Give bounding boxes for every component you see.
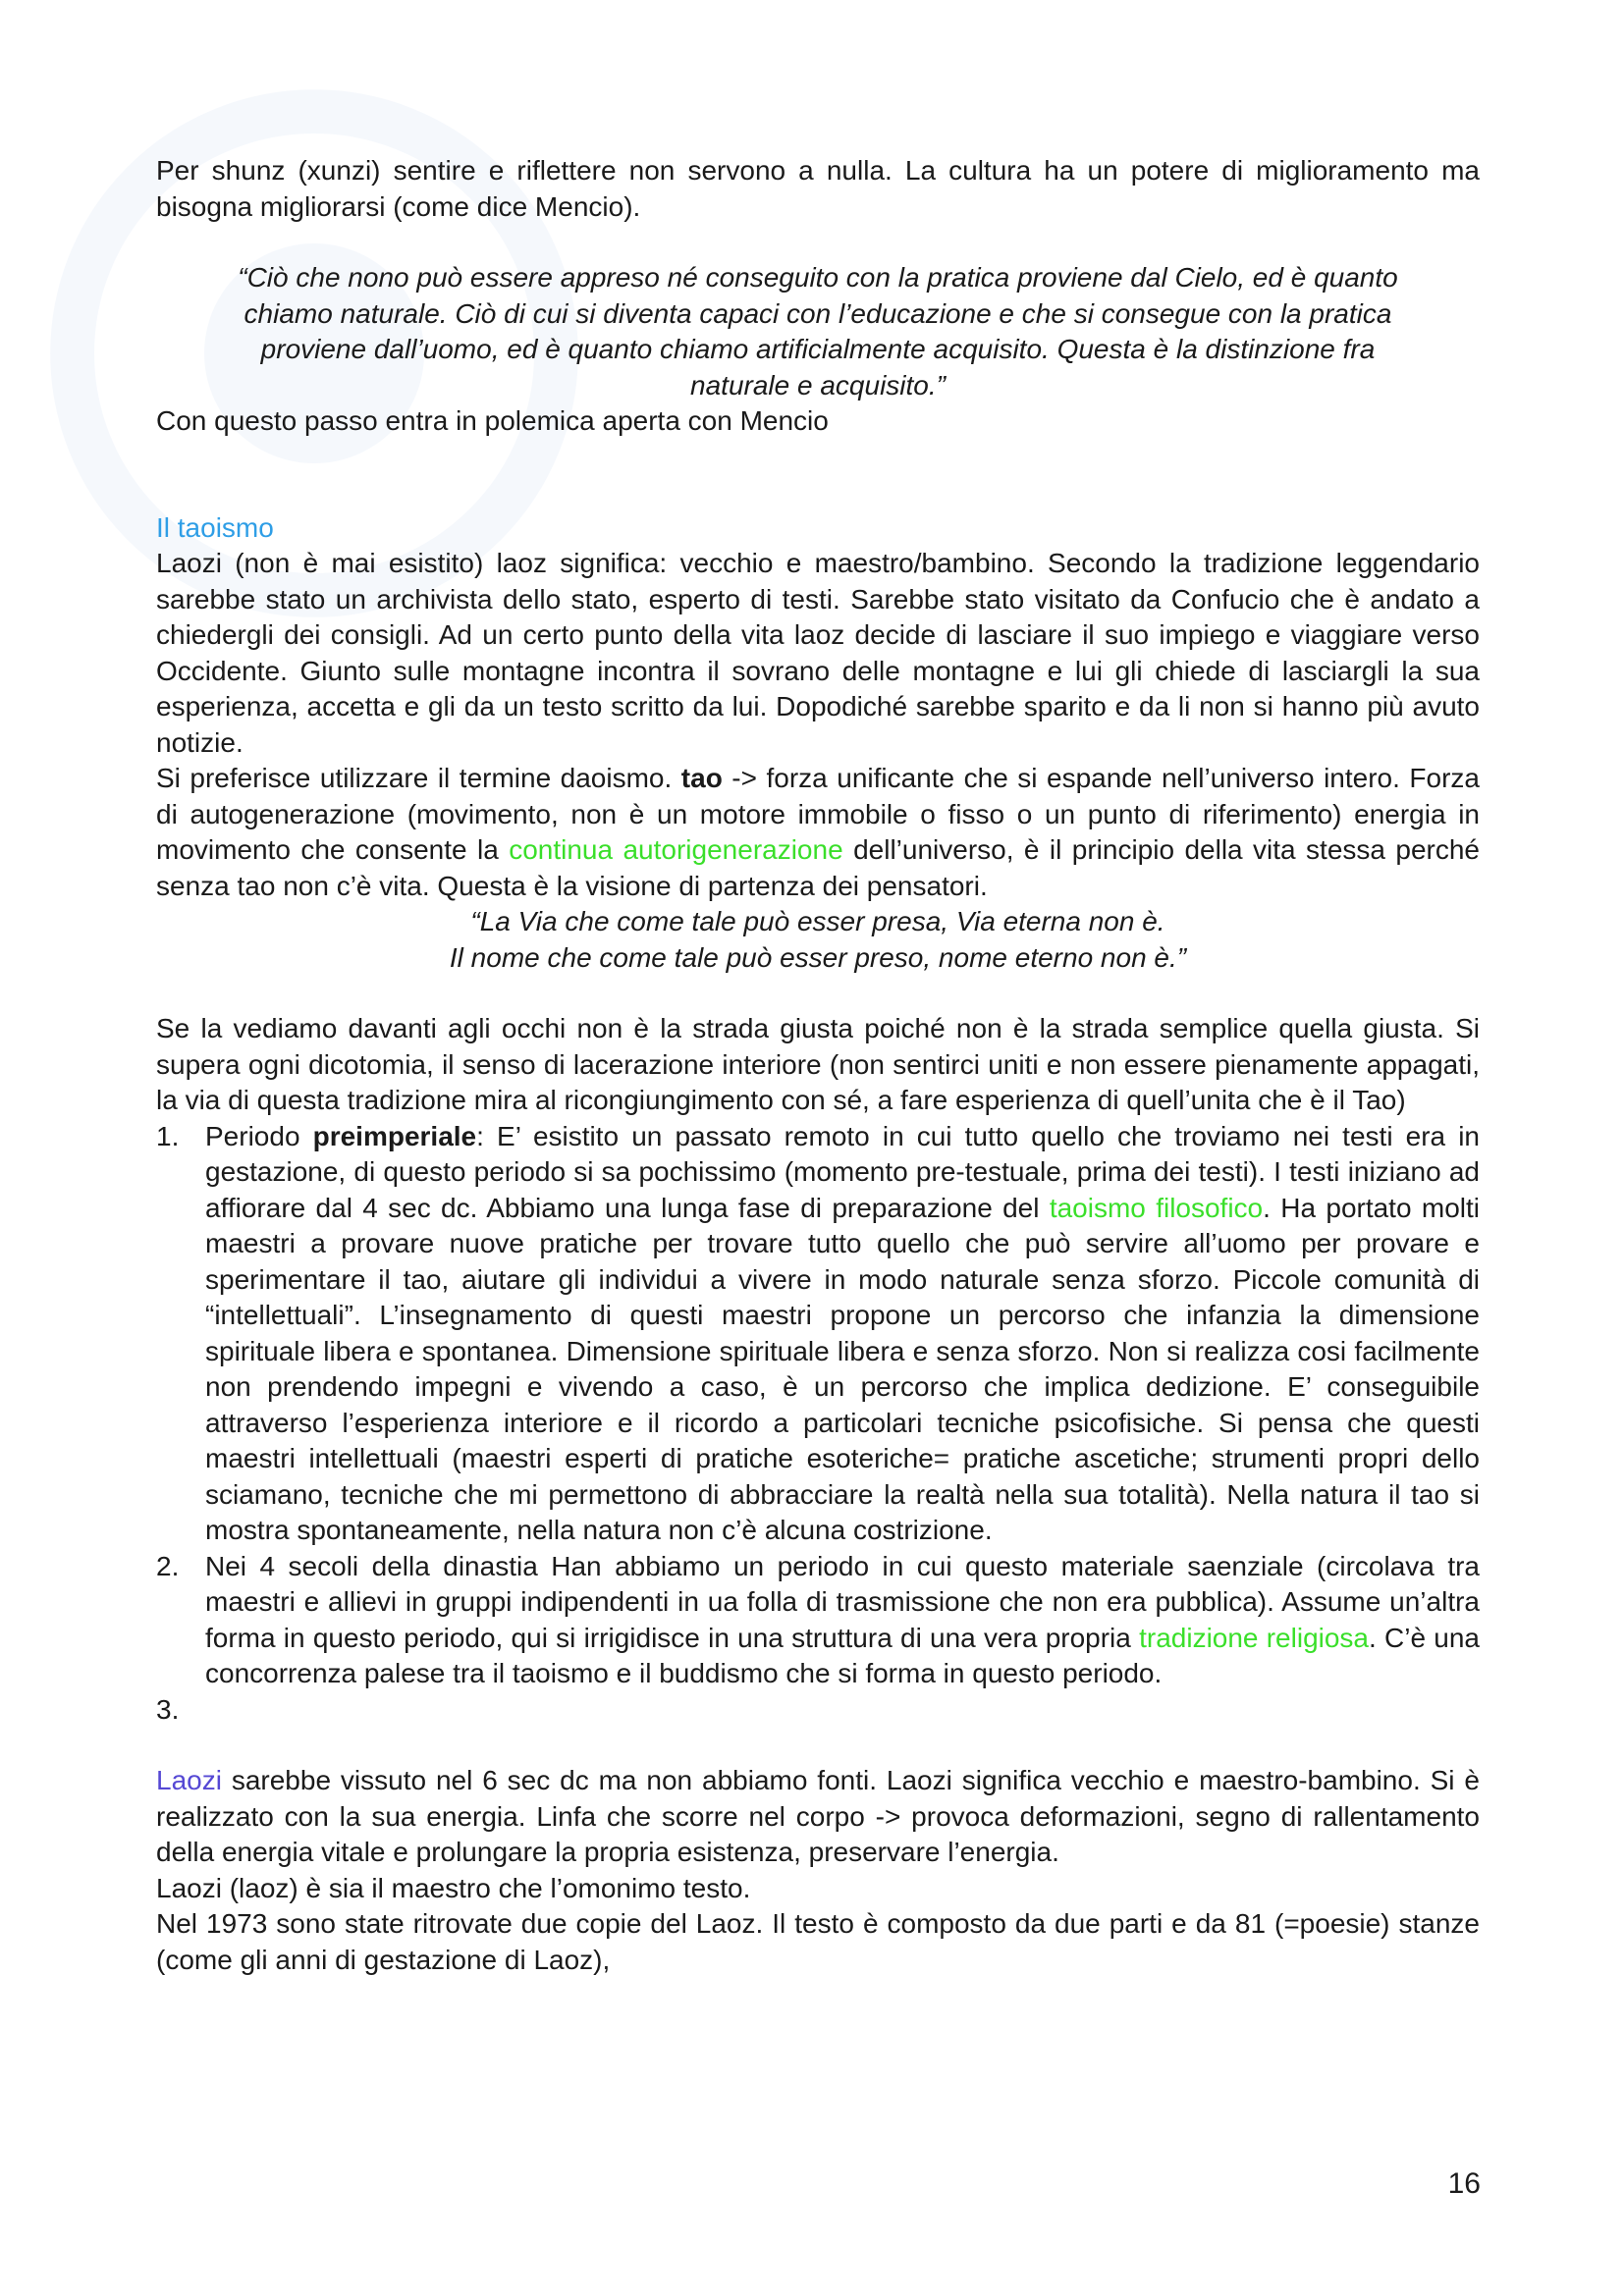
- highlight-taoismo-filosofico: taoismo filosofico: [1049, 1192, 1264, 1223]
- laozi-legend-paragraph: Laozi (non è mai esistito) laoz significa: vecchio e maestro/bambino. Secondo la tradizione leggendario sarebbe stato un archivista dello stato, esperto di testi. Sarebbe stato visitato da Confucio che è andato a chiedergli dei consigli. Ad un certo punto della vita laoz decide di lasciare il suo impiego e viaggiare verso Occidente. Giunto sulle montagne incontra il sovrano delle montagne e lui gli chiede di lasciargli la sua esperienza, accetta e gli da un testo scritto da lui. Dopodiché sarebbe sparito e da li non si hanno più avuto notizie.: [156, 548, 1480, 758]
- text-run: sarebbe vissuto nel 6 sec dc ma non abbiamo fonti. Laozi significa vecchio e maestro-bambino. Si è realizzato con la sua energia. Linfa che scorre nel corpo -> provoca deformazioni, segno di rallentamento della energia vitale e prolungare la propria esistenza, preservare l’energia.: [156, 1765, 1480, 1867]
- text-run: . C’è una concorrenza palese tra il taoismo e il buddismo che si forma in questo periodo.: [205, 1622, 1480, 1688]
- page-number: 16: [1447, 2167, 1481, 2200]
- laozi-master-paragraph: Laozi (laoz) è sia il maestro che l’omonimo testo.: [156, 1872, 751, 1903]
- text-run: Nei 4 secoli della dinastia Han abbiamo un periodo in cui questo materiale saenziale (circolava tra maestri e allievi in gruppi indipendenti in ua folla di trasmissione che non era pubblica). Assume un’altra forma in questo periodo, qui si irrigidisce in una struttura di una vera propria: [205, 1550, 1480, 1653]
- quote-line: chiamo naturale. Ciò di cui si diventa capaci con l’educazione e che si consegue con la pratica: [244, 297, 1392, 329]
- list-number: 1.: [156, 1120, 180, 1151]
- quote-line: “La Via che come tale può esser presa, Via eterna non è.: [470, 906, 1165, 936]
- list-number: 2.: [156, 1550, 180, 1581]
- list-item: [156, 1549, 1480, 1692]
- periods-list: [156, 1119, 1480, 1729]
- tao-te-ching-quote: [156, 904, 1480, 976]
- laozi-name: Laozi: [156, 1765, 222, 1795]
- section-heading-taoismo: Il taoismo: [156, 511, 274, 543]
- highlight-autorigenerazione: continua autorigenerazione: [509, 834, 843, 865]
- laozi-paragraph: [156, 1763, 1480, 1871]
- laoz-copies-paragraph: Nel 1973 sono state ritrovate due copie del Laoz. Il testo è composto da due parti e da 81 (=poesie) stanze (come gli anni di gestazione di Laoz),: [156, 1908, 1480, 1975]
- document-body: [156, 153, 1480, 1978]
- quote-line: naturale e acquisito.”: [690, 369, 946, 400]
- intro-paragraph: Per shunz (xunzi) sentire e riflettere non servono a nulla. La cultura ha un potere di miglioramento ma bisogna migliorarsi (come dice Mencio).: [156, 155, 1480, 222]
- preimperiale-term: preimperiale: [312, 1120, 477, 1151]
- polemica-paragraph: Con questo passo entra in polemica aperta con Mencio: [156, 405, 829, 436]
- text-run: -> forza unificante che si espande nell’universo intero. Forza di autogenerazione (movimento, non è un motore immobile o fisso o un punto di riferimento) energia in movimento che consente la: [156, 763, 1480, 865]
- via-paragraph: Se la vediamo davanti agli occhi non è la strada giusta poiché non è la strada semplice quella giusta. Si supera ogni dicotomia, il senso di lacerazione interiore (non sentirci uniti e non essere pienamente appagati, la via di questa tradizione mira al ricongiungimento con sé, a fare esperienza di quell’unita che è il Tao): [156, 1013, 1480, 1115]
- spacer: [156, 1728, 1480, 1763]
- tao-definition-paragraph: [156, 761, 1480, 904]
- tao-term: tao: [680, 763, 723, 793]
- spacer: [156, 440, 1480, 510]
- list-item: [156, 1692, 1480, 1729]
- text-run: Si preferisce utilizzare il termine daoismo.: [156, 763, 681, 793]
- quote-line: proviene dall’uomo, ed è quanto chiamo artificialmente acquisito. Questa è la distinzione fra: [260, 334, 1376, 364]
- text-run: Periodo: [205, 1120, 313, 1151]
- quote-line: Il nome che come tale può esser preso, nome eterno non è.”: [449, 941, 1187, 973]
- xunzi-quote: [156, 260, 1480, 403]
- text-run: . Ha portato molti maestri a provare nuove pratiche per trovare tutto quello che può servire all’uomo per provare e sperimentare il tao, aiutare gli individui a vivere in modo naturale senza sforzo. Piccole comunità di “intellettuali”. L’insegnamento di questi maestri propone un percorso che infanzia la dimensione spirituale libera e spontanea. Dimensione spirituale libera e senza sforzo. Non si realizza cosi facilmente non prendendo impegni e vivendo a caso, è un percorso che implica dedizione. E’ conseguibile attraverso l’esperienza interiore e il ricordo a particolari tecniche psicofisiche. Si pensa che questi maestri intellettuali (maestri esperti di pratiche esoteriche= pratiche ascetiche; strumenti propri dello sciamano, tecniche che mi permettono di abbracciare la realtà nella sua totalità). Nella natura il tao si mostra spontaneamente, nella natura non c’è alcuna costrizione.: [205, 1192, 1480, 1545]
- text-run: : E’ esistito un passato remoto in cui tutto quello che troviamo nei testi era in gestazione, di questo periodo si sa pochissimo (momento pre-testuale, prima dei testi). I testi iniziano ad affiorare dal 4 sec dc. Abbiamo una lunga fase di preparazione del: [205, 1120, 1480, 1223]
- quote-line: “Ciò che nono può essere appreso né conseguito con la pratica proviene dal Cielo, ed è quanto: [238, 262, 1398, 293]
- spacer: [156, 976, 1480, 1011]
- highlight-tradizione-religiosa: tradizione religiosa: [1139, 1622, 1370, 1653]
- list-item: [156, 1119, 1480, 1549]
- text-run: dell’universo, è il principio della vita stessa perché senza tao non c’è vita. Questa è la visione di partenza dei pensatori.: [156, 834, 1480, 901]
- list-number: 3.: [156, 1693, 180, 1725]
